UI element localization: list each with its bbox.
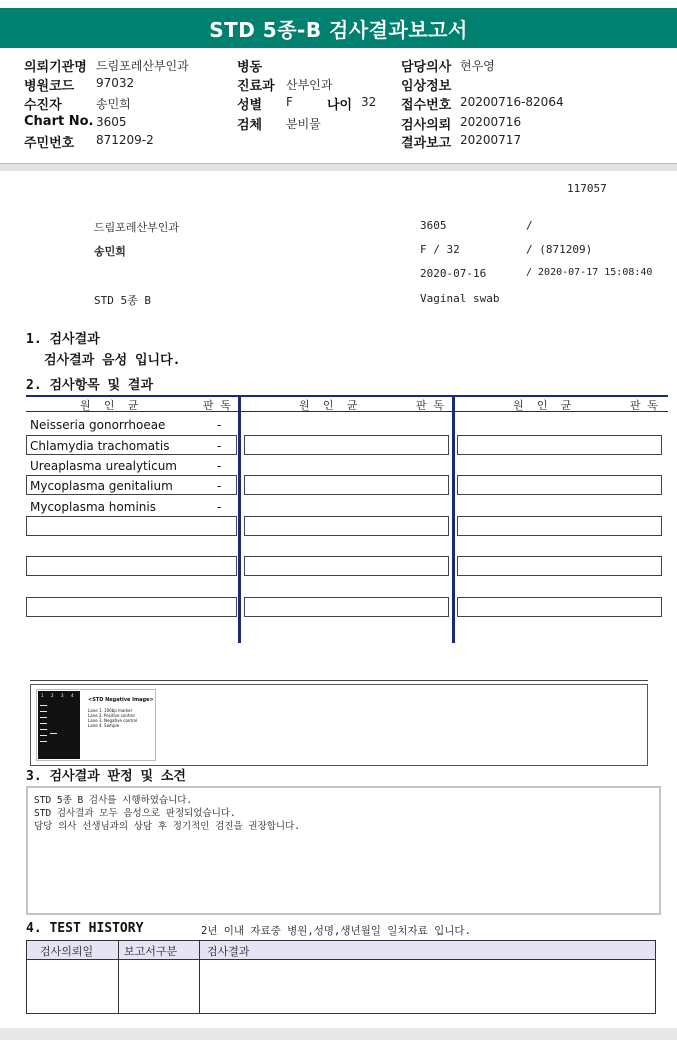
patient-value: 송민희 [96, 97, 131, 111]
opinion-line: 담당 의사 선생님과의 상담 후 정기적인 검진을 권장합니다. [34, 821, 301, 832]
specimen-label: 검체 [237, 118, 263, 133]
section-2-title: 2. 검사항목 및 결과 [26, 378, 154, 393]
gel-caption-line: Lane 3. Negative control [88, 718, 138, 723]
col-pathogen-header-3: 원 인 균 [513, 399, 572, 412]
opinion-line: STD 검사결과 모두 음성으로 판정되었습니다. [34, 808, 236, 819]
table-cell [26, 597, 237, 617]
doc-slash: / [526, 219, 533, 232]
table-cell [457, 556, 662, 576]
report-date-value: 20200717 [460, 133, 522, 147]
pathogen-name: Mycoplasma genitalium [30, 479, 173, 493]
age-value: 32 [361, 95, 377, 109]
pathogen-result: - [217, 459, 222, 473]
doc-chart: 3605 [420, 219, 447, 232]
history-note: 2년 이내 자료중 병원,성명,생년월일 일치자료 입니다. [201, 925, 471, 937]
gel-caption-line: Lane 2. Positive control [88, 713, 135, 718]
separator-bar [0, 163, 677, 171]
table-divider-1 [238, 395, 241, 643]
hospital-code-value: 97032 [96, 76, 135, 90]
history-col-divider [199, 940, 200, 1014]
gel-caption-line: Lane 1. 100bp marker [88, 708, 133, 713]
bottom-strip [0, 1028, 677, 1040]
doc-institution: 드림포레산부인과 [94, 221, 180, 234]
gel-band [40, 729, 47, 730]
document-number: 117057 [567, 182, 607, 195]
history-col-divider [118, 940, 119, 1014]
lane-number: 2 [51, 693, 54, 698]
table-cell [457, 516, 662, 536]
pathogen-name: Ureaplasma urealyticum [30, 459, 177, 473]
history-table-header [27, 941, 655, 960]
table-cell [457, 475, 662, 495]
gel-electrophoresis-image [38, 691, 80, 759]
col-result-header-1: 판 독 [203, 399, 231, 412]
age-label: 나이 [327, 98, 353, 113]
history-col-report-type: 보고서구분 [124, 945, 178, 958]
table-cell [457, 597, 662, 617]
sex-value: F [286, 95, 293, 109]
gel-band [40, 735, 47, 736]
doc-test-name: STD 5종 B [94, 294, 151, 307]
clinical-info-label: 임상정보 [401, 79, 452, 94]
pathogen-result: - [217, 439, 222, 453]
ward-label: 병동 [237, 60, 263, 75]
patient-label: 수진자 [24, 98, 62, 113]
table-cell [244, 435, 449, 455]
history-col-request-date: 검사의뢰일 [40, 945, 94, 958]
table-cell [244, 475, 449, 495]
gel-caption-line: Lane 4. Sample [88, 723, 120, 728]
doc-datetime: / 2020-07-17 15:08:40 [526, 267, 653, 278]
doctor-value: 현우영 [460, 59, 495, 73]
table-cell [244, 516, 449, 536]
lane-number: 1 [41, 693, 44, 698]
section-4-title: 4. TEST HISTORY [26, 921, 144, 936]
pathogen-name: Mycoplasma hominis [30, 500, 156, 514]
pathogen-name: Neisseria gonorrhoeae [30, 418, 166, 432]
col-result-header-2: 판 독 [416, 399, 444, 412]
gel-band [40, 741, 47, 742]
table-divider-2 [452, 395, 455, 643]
report-title-bar [0, 8, 677, 48]
doc-sex-age: F / 32 [420, 243, 460, 256]
institution-value: 드림포레산부인과 [96, 59, 189, 73]
doc-patient: 송민희 [94, 245, 126, 258]
receipt-no-value: 20200716-82064 [460, 95, 564, 109]
institution-label: 의뢰기관명 [24, 60, 87, 75]
gel-band [40, 723, 47, 724]
lane-number: 3 [61, 693, 64, 698]
gel-band [40, 705, 47, 706]
rrn-value: 871209-2 [96, 133, 154, 147]
pathogen-name: Chlamydia trachomatis [30, 439, 170, 453]
request-date-label: 검사의뢰 [401, 118, 452, 133]
pathogen-result: - [217, 500, 222, 514]
chart-no-label: Chart No. [24, 114, 94, 129]
top-strip [0, 0, 677, 8]
hospital-code-label: 병원코드 [24, 79, 75, 94]
table-cell [244, 597, 449, 617]
request-date-value: 20200716 [460, 115, 522, 129]
doc-specimen: Vaginal swab [420, 292, 500, 305]
gel-caption-title: <STD Negative Image> [88, 697, 154, 703]
table-cell [244, 556, 449, 576]
lane-number: 4 [71, 693, 74, 698]
table-cell [26, 556, 237, 576]
col-pathogen-header-2: 원 인 균 [299, 399, 358, 412]
section-3-title: 3. 검사결과 판정 및 소견 [26, 769, 186, 784]
report-date-label: 결과보고 [401, 136, 452, 151]
sex-label: 성별 [237, 98, 263, 113]
specimen-value: 분비물 [286, 117, 321, 131]
report-title: STD 5종-B 검사결과보고서 [209, 17, 468, 42]
history-col-result: 검사결과 [207, 945, 250, 958]
opinion-line: STD 5종 B 검사를 시행하였습니다. [34, 795, 193, 806]
dept-label: 진료과 [237, 79, 275, 94]
rrn-label: 주민번호 [24, 136, 75, 151]
doc-date: 2020-07-16 [420, 267, 487, 280]
section-1-summary: 검사결과 음성 입니다. [44, 353, 181, 368]
receipt-no-label: 접수번호 [401, 98, 452, 113]
gel-band [40, 717, 47, 718]
section-1-title: 1. 검사결과 [26, 332, 100, 347]
gel-band [50, 733, 57, 734]
col-result-header-3: 판 독 [630, 399, 658, 412]
pathogen-result: - [217, 418, 222, 432]
image-top-rule [30, 680, 648, 681]
chart-no-value: 3605 [96, 115, 127, 129]
pathogen-result: - [217, 479, 222, 493]
doctor-label: 담당의사 [401, 60, 452, 75]
doc-rrn: / (871209) [526, 243, 593, 256]
table-cell [457, 435, 662, 455]
col-pathogen-header-1: 원 인 균 [80, 399, 139, 412]
dept-value: 산부인과 [286, 78, 333, 92]
table-cell [26, 516, 237, 536]
gel-band [40, 711, 47, 712]
